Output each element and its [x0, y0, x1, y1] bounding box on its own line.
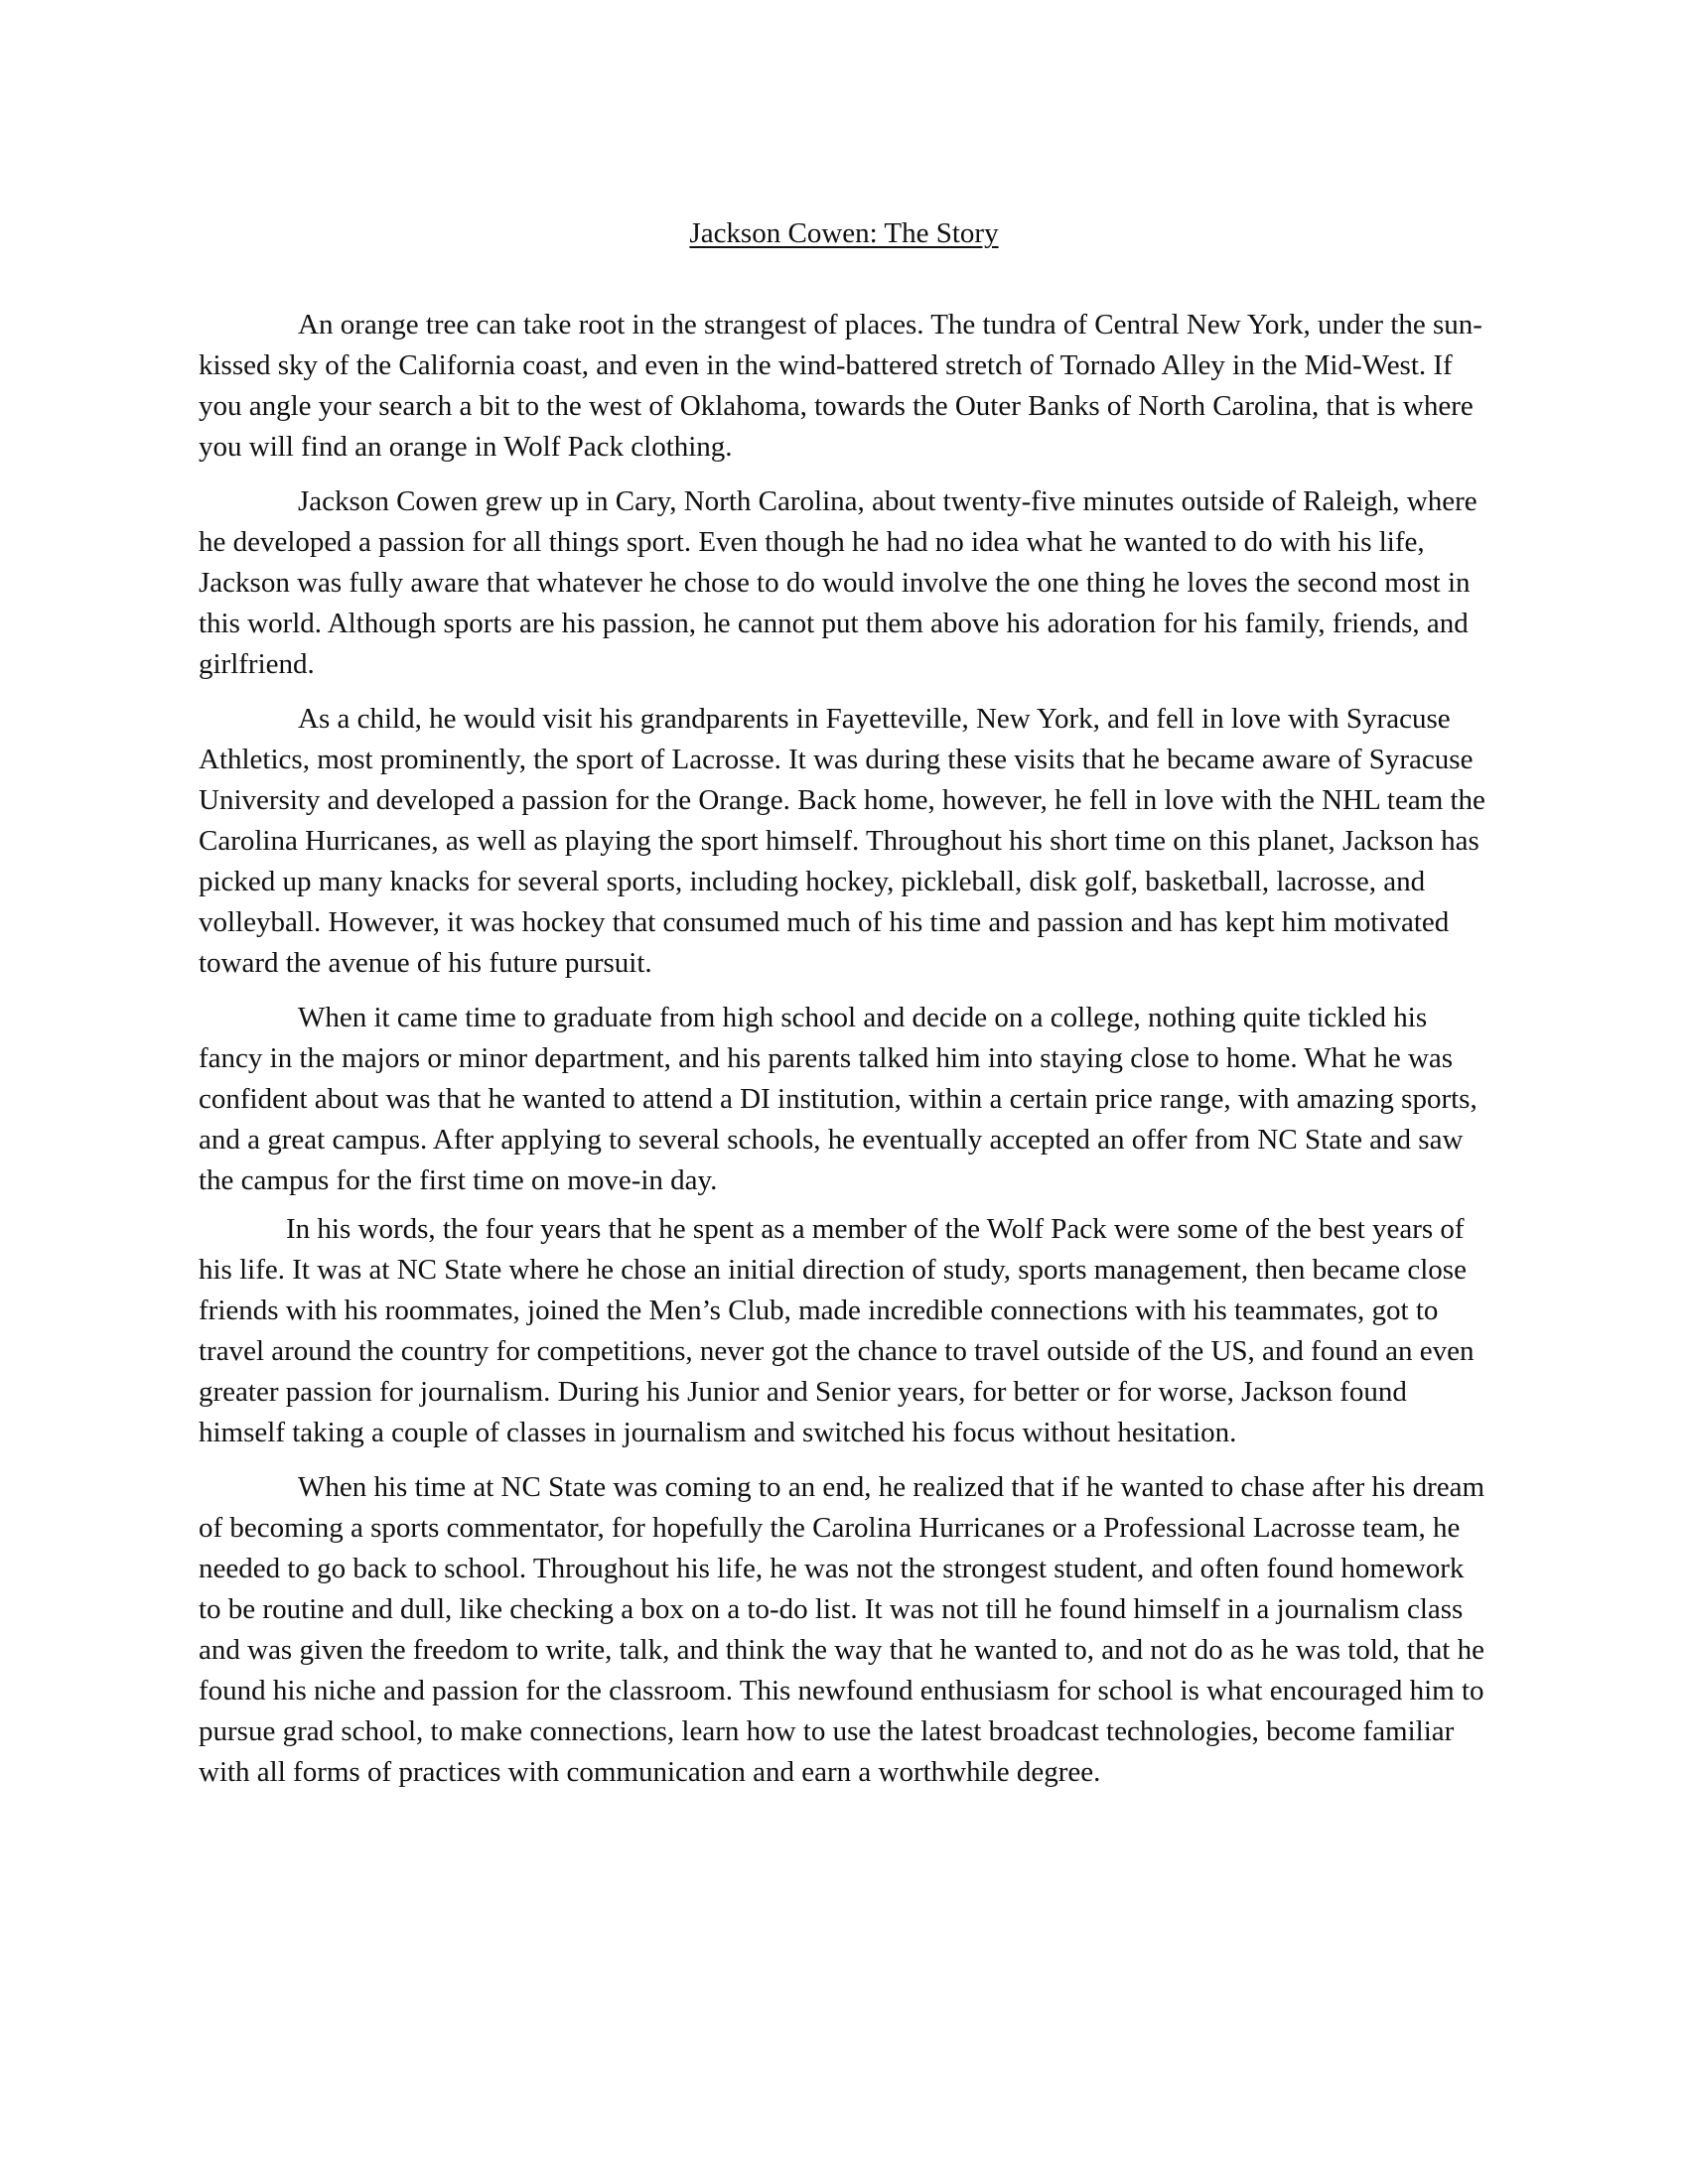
document-title: Jackson Cowen: The Story: [689, 217, 999, 249]
paragraph-college-choice: When it came time to graduate from high school and decide on a college, nothing quite tickled his fancy in the majors or minor department, and his parents talked him into staying close to home. What he was confident about was that he wanted to attend a DI institution, within a certain price range, with amazing sports, and a great campus. After applying to several schools, he eventually accepted an offer from NC State and saw the campus for the first time on move-in day.: [199, 1002, 1477, 1196]
paragraph-childhood: Jackson Cowen grew up in Cary, North Carolina, about twenty-five minutes outside of Raleigh, where he developed a passion for all things sport. Even though he had no idea what he wanted to do with his life, Jackson was fully aware that whatever he chose to do would involve the one thing he loves the second most in this world. Although sports are his passion, he cannot put them above his adoration for his family, friends, and girlfriend.: [199, 485, 1477, 680]
paragraph-intro: An orange tree can take root in the strangest of places. The tundra of Central New York, under the sun-kissed sky of the California coast, and even in the wind-battered stretch of Tornado Alley in the Mid-West. If you angle your search a bit to the west of Oklahoma, towards the Outer Banks of North Carolina, that is where you will find an orange in Wolf Pack clothing.: [199, 309, 1482, 463]
document-body: [199, 305, 1489, 1807]
paragraph-wolf-pack: In his words, the four years that he spent as a member of the Wolf Pack were some of the best years of his life. It was at NC State where he chose an initial direction of study, sports management, then became close friends with his roommates, joined the Men’s Club, made incredible connections with his teammates, got to travel around the country for competitions, never got the chance to travel outside of the US, and found an even greater passion for journalism. During his Junior and Senior years, for better or for worse, Jackson found himself taking a couple of classes in journalism and switched his focus without hesitation.: [199, 1213, 1475, 1448]
paragraph-syracuse: As a child, he would visit his grandparents in Fayetteville, New York, and fell in love with Syracuse Athletics, most prominently, the sport of Lacrosse. It was during these visits that he became aware of Syracuse University and developed a passion for the Orange. Back home, however, he fell in love with the NHL team the Carolina Hurricanes, as well as playing the sport himself. Throughout his short time on this planet, Jackson has picked up many knacks for several sports, including hockey, pickleball, disk golf, basketball, lacrosse, and volleyball. However, it was hockey that consumed much of his time and passion and has kept him motivated toward the avenue of his future pursuit.: [199, 703, 1485, 979]
paragraph-grad-school: When his time at NC State was coming to an end, he realized that if he wanted to chase after his dream of becoming a sports commentator, for hopefully the Carolina Hurricanes or a Professional Lacrosse team, he needed to go back to school. Throughout his life, he was not the strongest student, and often found homework to be routine and dull, like checking a box on a to-do list. It was not till he found himself in a journalism class and was given the freedom to write, talk, and think the way that he wanted to, and not do as he was told, that he found his niche and passion for the classroom. This newfound enthusiasm for school is what encouraged him to pursue grad school, to make connections, learn how to use the latest broadcast technologies, become familiar with all forms of practices with communication and earn a worthwhile degree.: [199, 1471, 1485, 1788]
